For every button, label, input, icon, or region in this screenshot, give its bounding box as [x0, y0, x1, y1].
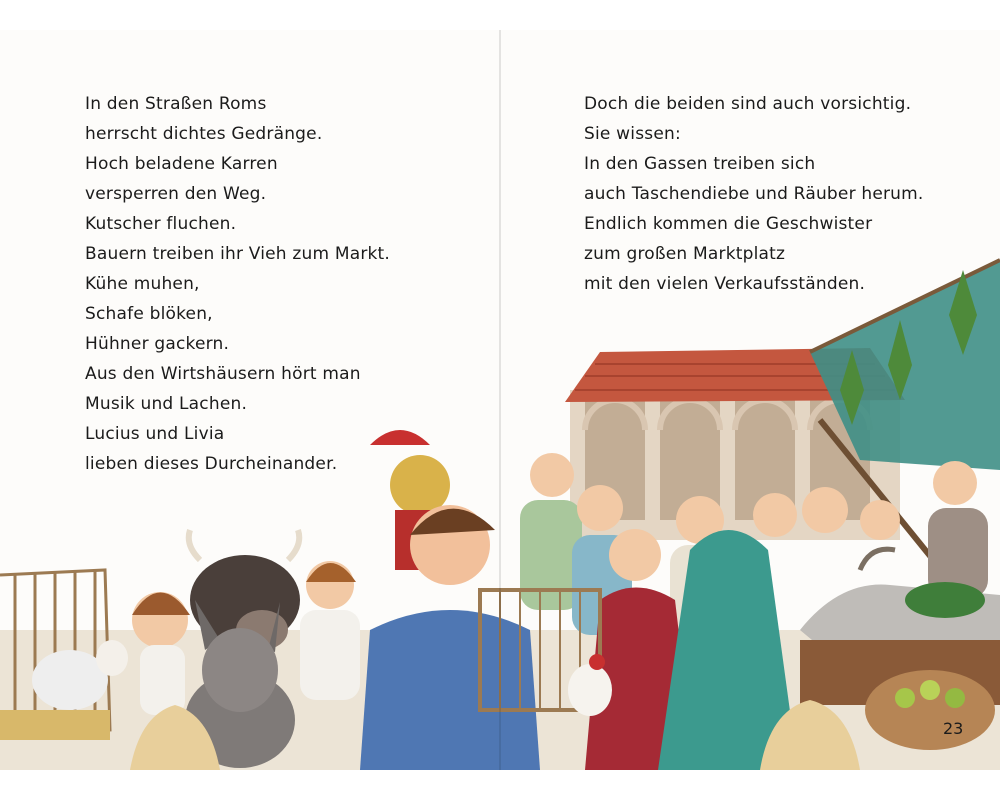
text-line: In den Straßen Roms: [85, 94, 267, 114]
book-spread: [0, 30, 1000, 770]
text-line: auch Taschendiebe und Räuber herum.: [584, 184, 924, 204]
man-blue-tunic: [360, 505, 540, 770]
lucius-character: [300, 561, 360, 700]
text-line: zum großen Marktplatz: [584, 244, 786, 264]
text-line: Endlich kommen die Geschwister: [584, 214, 873, 234]
text-line: Hoch beladene Karren: [85, 154, 278, 174]
text-line: Lucius und Livia: [85, 424, 225, 444]
text-line: mit den vielen Verkaufsständen.: [584, 274, 866, 294]
text-line: lieben dieses Durcheinander.: [85, 454, 338, 474]
text-line: In den Gassen treiben sich: [584, 154, 816, 174]
page-gutter: [499, 30, 501, 770]
left-page-text: [85, 89, 390, 479]
text-line: Sie wissen:: [584, 124, 681, 144]
text-line: Schafe blöken,: [85, 304, 213, 324]
text-line: Bauern treiben ihr Vieh zum Markt.: [85, 244, 391, 264]
text-line: Doch die beiden sind auch vorsichtig.: [584, 94, 912, 114]
text-line: Aus den Wirtshäusern hört man: [85, 364, 361, 384]
text-line: Kühe muhen,: [85, 274, 200, 294]
text-line: Kutscher fluchen.: [85, 214, 237, 234]
text-line: Hühner gackern.: [85, 334, 230, 354]
text-line: Musik und Lachen.: [85, 394, 248, 414]
page-number: 23: [943, 719, 964, 738]
text-line: versperren den Weg.: [85, 184, 267, 204]
text-line: herrscht dichtes Gedränge.: [85, 124, 323, 144]
right-page-text: [584, 89, 924, 299]
